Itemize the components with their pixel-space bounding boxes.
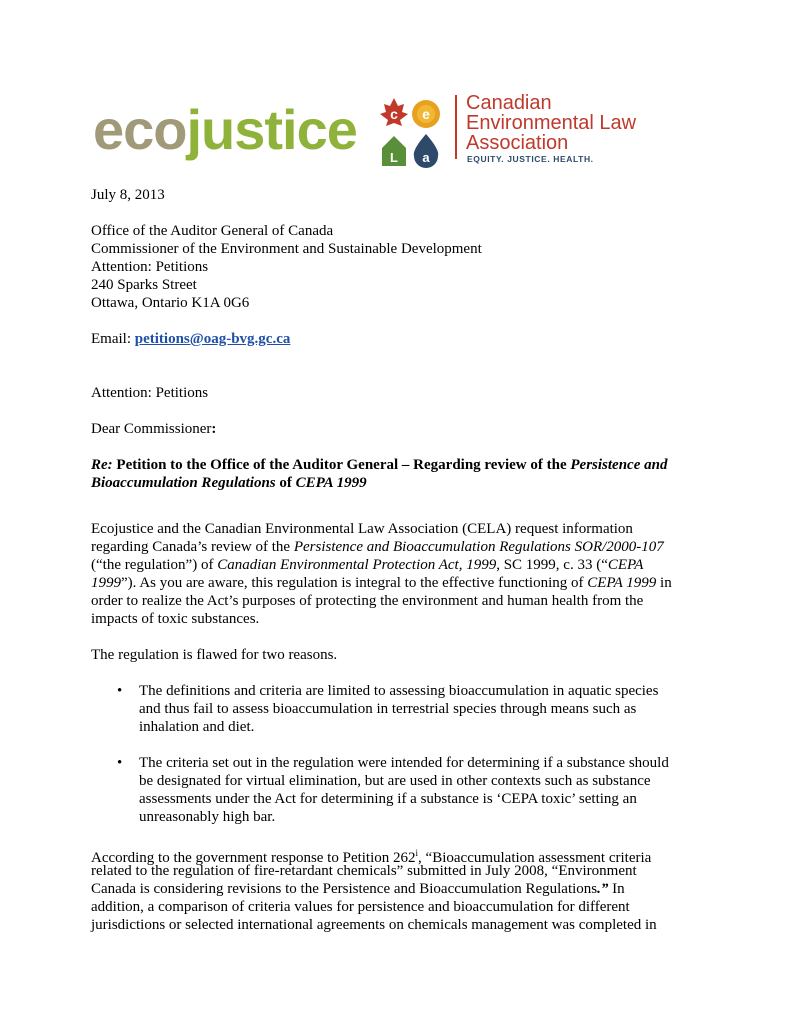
p1-italic: CEPA	[607, 557, 644, 573]
p3-text: , “Bioaccumulation assessment criteria	[418, 850, 652, 866]
re-text-italic: Bioaccumulation Regulations	[91, 475, 276, 491]
cela-house-icon	[382, 136, 406, 166]
bullet-1-line: and thus fail to assess bioaccumulation in terrestrial species through means such as	[139, 701, 637, 717]
email-label: Email:	[91, 331, 135, 347]
cela-sun-icon	[412, 100, 440, 128]
cela-tagline: EQUITY. JUSTICE. HEALTH.	[467, 154, 594, 164]
paragraph-2: The regulation is flawed for two reasons.	[91, 647, 338, 663]
paragraph-3-line: addition, a comparison of criteria values for persistence and bioaccumulation for different	[91, 899, 630, 915]
ecojustice-logo	[93, 100, 357, 160]
bullet-icon: •	[117, 683, 123, 699]
p1-text: , SC 1999, c. 33 (“	[496, 557, 608, 573]
salutation	[91, 420, 216, 438]
p3-text: According to the government response to Petition 262	[91, 850, 416, 866]
re-line-1	[91, 456, 667, 474]
paragraph-3-line: jurisdictions or selected international agreements on chemicals management was completed in	[91, 917, 657, 933]
re-line-2	[91, 474, 367, 492]
paragraph-1-line: Ecojustice and the Canadian Environmental Law Association (CELA) request information	[91, 521, 633, 537]
bullet-1-line: The definitions and criteria are limited to assessing bioaccumulation in aquatic species	[139, 683, 659, 699]
ecojustice-logo-eco: eco	[93, 98, 187, 161]
paragraph-1-line	[91, 574, 672, 592]
re-prefix: Re:	[91, 457, 113, 473]
p3-text: Canada is considering revisions to the Persistence and Bioaccumulation Regulations	[91, 881, 598, 897]
re-text-italic: Persistence and	[570, 457, 668, 473]
cela-name-line1: Canadian	[466, 92, 552, 114]
paragraph-1-line	[91, 538, 664, 556]
email-line	[91, 330, 290, 348]
p1-italic: Persistence and Bioaccumulation Regulations SOR/2000-107	[293, 539, 664, 555]
p1-italic: CEPA 1999	[587, 575, 657, 591]
cela-letter-l: L	[390, 150, 398, 165]
p3-text: In	[608, 881, 625, 897]
cela-leaf-icon	[380, 98, 408, 126]
paragraph-1-line	[91, 556, 643, 574]
re-text: Petition to the Office of the Auditor General – Regarding review of the	[112, 457, 571, 473]
re-text: of	[275, 475, 296, 491]
p1-text: regarding Canada’s review of the	[91, 539, 294, 555]
attention-line: Attention: Petitions	[91, 385, 209, 401]
p1-italic: 1999	[91, 575, 121, 591]
cela-letter-a: a	[422, 150, 430, 165]
address-line: Ottawa, Ontario K1A 0G6	[91, 295, 250, 311]
address-line: 240 Sparks Street	[91, 277, 197, 293]
bullet-2-line: be designated for virtual elimination, but are used in other contexts such as substance	[139, 773, 651, 789]
address-line: Office of the Auditor General of Canada	[91, 223, 334, 239]
address-line: Commissioner of the Environment and Sustainable Development	[91, 241, 482, 257]
p1-text: (“the regulation”) of	[91, 557, 218, 573]
p1-text: ”). As you are aware, this regulation is integral to the effective functioning of	[121, 575, 588, 591]
re-text-italic: CEPA 1999	[295, 475, 367, 491]
p3-bold-quote: .”	[597, 881, 609, 897]
salutation-text: Dear Commissioner	[91, 421, 212, 437]
ecojustice-logo-justice: justice	[186, 98, 357, 161]
bullet-icon: •	[117, 755, 123, 771]
bullet-2-line: The criteria set out in the regulation were intended for determining if a substance should	[139, 755, 669, 771]
footnote-ref[interactable]: i	[415, 848, 419, 858]
paragraph-3-line	[91, 880, 625, 898]
cela-name-line3: Association	[466, 132, 569, 154]
cela-name-line2: Environmental Law	[466, 112, 637, 134]
letter-date: July 8, 2013	[91, 187, 165, 203]
cela-logo-icon	[380, 96, 446, 168]
email-link[interactable]: petitions@oag-bvg.gc.ca	[134, 331, 291, 347]
p1-text: in	[656, 575, 672, 591]
cela-logo-divider	[455, 95, 457, 159]
salutation-colon: :	[211, 421, 217, 437]
paragraph-1-line: order to realize the Act’s purposes of protecting the environment and human health from the	[91, 593, 644, 609]
bullet-2-line: assessments under the Act for determining if a substance is ‘CEPA toxic’ setting an	[139, 791, 637, 807]
bullet-1-line: inhalation and diet.	[139, 719, 255, 735]
cela-letter-e: e	[422, 106, 430, 122]
paragraph-3-line: related to the regulation of fire-retardant chemicals” submitted in July 2008, “Environment	[91, 863, 637, 879]
paragraph-1-line: impacts of toxic substances.	[91, 611, 260, 627]
bullet-2-line: unreasonably high bar.	[139, 809, 276, 825]
cela-drop-icon	[414, 134, 439, 168]
address-line: Attention: Petitions	[91, 259, 209, 275]
p1-italic: Canadian Environmental Protection Act, 1999	[217, 557, 497, 573]
cela-letter-c: c	[390, 106, 398, 122]
